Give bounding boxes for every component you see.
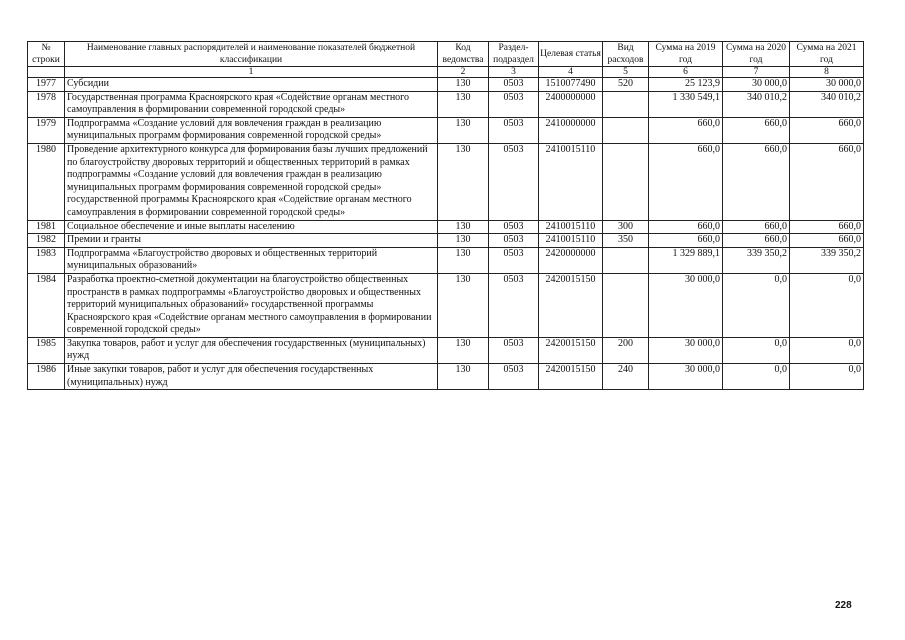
sum-2021: 660,0 — [790, 234, 864, 248]
sum-2020: 660,0 — [723, 234, 790, 248]
row-name: Государственная программа Красноярского края «Содействие органам местного самоуправления в формировании современной городской среды» — [65, 91, 438, 117]
header-razdel: Раздел-подраздел — [489, 42, 539, 67]
row-number: 1986 — [28, 364, 65, 390]
vid-code: 200 — [603, 337, 649, 363]
row-number: 1985 — [28, 337, 65, 363]
table-row — [28, 247, 864, 273]
sum-2020: 0,0 — [723, 364, 790, 390]
sum-2020: 0,0 — [723, 273, 790, 337]
razdel-code: 0503 — [489, 78, 539, 92]
row-number: 1984 — [28, 273, 65, 337]
table-row — [28, 143, 864, 220]
razdel-code: 0503 — [489, 143, 539, 220]
table-row — [28, 220, 864, 234]
razdel-code: 0503 — [489, 273, 539, 337]
celevaya-code: 2420015150 — [539, 337, 603, 363]
ved-code: 130 — [438, 220, 489, 234]
sum-2021: 0,0 — [790, 273, 864, 337]
row-number: 1980 — [28, 143, 65, 220]
razdel-code: 0503 — [489, 337, 539, 363]
column-number: 2 — [438, 67, 489, 78]
celevaya-code: 2410015110 — [539, 220, 603, 234]
celevaya-code: 1510077490 — [539, 78, 603, 92]
sum-2020: 339 350,2 — [723, 247, 790, 273]
sum-2019: 660,0 — [649, 143, 723, 220]
ved-code: 130 — [438, 247, 489, 273]
column-number: 5 — [603, 67, 649, 78]
header-sum-2021: Сумма на 2021 год — [790, 42, 864, 67]
column-number: 1 — [65, 67, 438, 78]
row-name: Закупка товаров, работ и услуг для обеспечения государственных (муниципальных) нужд — [65, 337, 438, 363]
razdel-code: 0503 — [489, 364, 539, 390]
vid-code: 300 — [603, 220, 649, 234]
table-body — [28, 67, 864, 390]
row-name: Подпрограмма «Создание условий для вовлечения граждан в реализацию муниципальных программ формирования современной городской среды» — [65, 117, 438, 143]
razdel-code: 0503 — [489, 247, 539, 273]
ved-code: 130 — [438, 337, 489, 363]
sum-2020: 660,0 — [723, 143, 790, 220]
row-name: Социальное обеспечение и иные выплаты населению — [65, 220, 438, 234]
sum-2019: 30 000,0 — [649, 337, 723, 363]
row-number: 1977 — [28, 78, 65, 92]
column-number: 7 — [723, 67, 790, 78]
header-vid: Вид расходов — [603, 42, 649, 67]
celevaya-code: 2410015110 — [539, 143, 603, 220]
table-row — [28, 337, 864, 363]
budget-table — [27, 41, 864, 390]
sum-2019: 660,0 — [649, 220, 723, 234]
column-number — [28, 67, 65, 78]
sum-2019: 660,0 — [649, 234, 723, 248]
ved-code: 130 — [438, 364, 489, 390]
row-name: Премии и гранты — [65, 234, 438, 248]
razdel-code: 0503 — [489, 220, 539, 234]
row-number: 1978 — [28, 91, 65, 117]
header-row — [28, 42, 864, 67]
header-row-number: № строки — [28, 42, 65, 67]
sum-2019: 660,0 — [649, 117, 723, 143]
celevaya-code: 2420015150 — [539, 273, 603, 337]
header-celevaya: Целевая статья — [539, 42, 603, 67]
column-number: 8 — [790, 67, 864, 78]
ved-code: 130 — [438, 78, 489, 92]
razdel-code: 0503 — [489, 91, 539, 117]
razdel-code: 0503 — [489, 234, 539, 248]
table-row — [28, 273, 864, 337]
vid-code: 520 — [603, 78, 649, 92]
row-name: Субсидии — [65, 78, 438, 92]
celevaya-code: 2420015150 — [539, 364, 603, 390]
sum-2019: 25 123,9 — [649, 78, 723, 92]
sum-2021: 340 010,2 — [790, 91, 864, 117]
row-name: Проведение архитектурного конкурса для формирования базы лучших предложений по благоустройству дворовых территорий и общественных территорий в рамках подпрограммы «Создание условий для вовлечения граждан в реализацию муниципальных программ формирования современной городской среды» государственной программы Красноярского края «Содействие органам местного самоуправления в формировании современной городской среды» — [65, 143, 438, 220]
celevaya-code: 2410015110 — [539, 234, 603, 248]
row-number: 1983 — [28, 247, 65, 273]
sum-2020: 660,0 — [723, 117, 790, 143]
row-number: 1981 — [28, 220, 65, 234]
column-number: 6 — [649, 67, 723, 78]
ved-code: 130 — [438, 91, 489, 117]
razdel-code: 0503 — [489, 117, 539, 143]
vid-code — [603, 247, 649, 273]
sum-2021: 660,0 — [790, 143, 864, 220]
sum-2020: 30 000,0 — [723, 78, 790, 92]
vid-code — [603, 143, 649, 220]
header-sum-2020: Сумма на 2020 год — [723, 42, 790, 67]
page-number: 228 — [835, 600, 852, 611]
sum-2019: 30 000,0 — [649, 273, 723, 337]
sum-2020: 0,0 — [723, 337, 790, 363]
sum-2020: 660,0 — [723, 220, 790, 234]
table-row — [28, 364, 864, 390]
sum-2019: 30 000,0 — [649, 364, 723, 390]
sum-2021: 660,0 — [790, 117, 864, 143]
header-sum-2019: Сумма на 2019 год — [649, 42, 723, 67]
sum-2021: 660,0 — [790, 220, 864, 234]
table-row — [28, 78, 864, 92]
row-name: Иные закупки товаров, работ и услуг для обеспечения государственных (муниципальных) нужд — [65, 364, 438, 390]
sum-2021: 0,0 — [790, 364, 864, 390]
row-number: 1982 — [28, 234, 65, 248]
ved-code: 130 — [438, 117, 489, 143]
table-row — [28, 117, 864, 143]
celevaya-code: 2420000000 — [539, 247, 603, 273]
row-name: Разработка проектно-сметной документации на благоустройство общественных пространств в рамках подпрограммы «Благоустройство дворовых и общественных территорий муниципальных образований» государственной программы Красноярского края «Содействие органам местного самоуправления в формировании современной городской среды» — [65, 273, 438, 337]
sum-2019: 1 330 549,1 — [649, 91, 723, 117]
sum-2019: 1 329 889,1 — [649, 247, 723, 273]
celevaya-code: 2400000000 — [539, 91, 603, 117]
column-number-row — [28, 67, 864, 78]
column-number: 4 — [539, 67, 603, 78]
celevaya-code: 2410000000 — [539, 117, 603, 143]
ved-code: 130 — [438, 273, 489, 337]
table-row — [28, 91, 864, 117]
vid-code — [603, 91, 649, 117]
row-name: Подпрограмма «Благоустройство дворовых и общественных территорий муниципальных образований» — [65, 247, 438, 273]
header-name: Наименование главных распорядителей и наименование показателей бюджетной классификации — [65, 42, 438, 67]
sum-2021: 0,0 — [790, 337, 864, 363]
vid-code — [603, 273, 649, 337]
row-number: 1979 — [28, 117, 65, 143]
table-row — [28, 234, 864, 248]
ved-code: 130 — [438, 234, 489, 248]
vid-code — [603, 117, 649, 143]
vid-code: 350 — [603, 234, 649, 248]
vid-code: 240 — [603, 364, 649, 390]
sum-2020: 340 010,2 — [723, 91, 790, 117]
sum-2021: 30 000,0 — [790, 78, 864, 92]
header-ved-code: Код ведомства — [438, 42, 489, 67]
column-number: 3 — [489, 67, 539, 78]
sum-2021: 339 350,2 — [790, 247, 864, 273]
ved-code: 130 — [438, 143, 489, 220]
